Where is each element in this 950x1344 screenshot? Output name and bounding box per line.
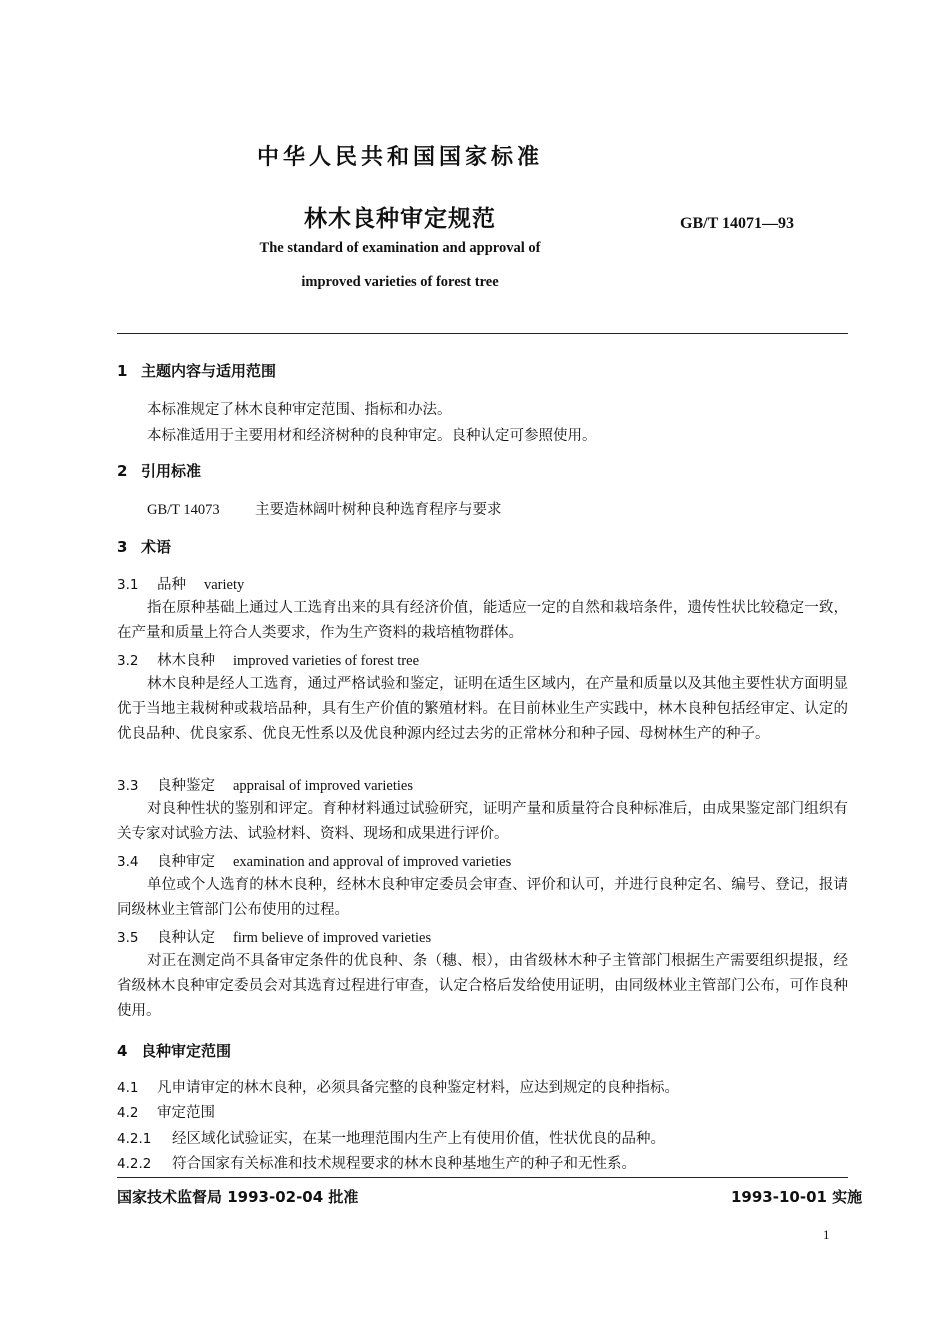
document-title-cn: 林木良种审定规范 <box>304 206 496 232</box>
term-3-5-definition: 对正在测定尚不具备审定条件的优良种、条（穗、根），由省级林木种子主管部门根据生产需要组织提报，经省级林木良种审定委员会对其选育过程进行审查，认定合格后发给使用证明，由同级林业主管部门公布，可作良种使用。 <box>117 953 848 1019</box>
effective-date: 1993-10-01 实施 <box>731 1188 863 1206</box>
section-title: 主题内容与适用范围 <box>141 362 277 380</box>
term-number: 3.2 <box>117 653 139 669</box>
section-number: 1 <box>117 362 128 380</box>
standard-code: GB/T 14071—93 <box>680 215 794 232</box>
term-3-2-definition: 林木良种是经人工选育，通过严格试验和鉴定，证明在适生区域内，在产量和质量以及其他主要性状方面明显优于当地主栽树种或栽培品种，具有生产价值的繁殖材料。在目前林业生产实践中，林木良种包括经审定、认定的优良品种、优良家系、优良无性系以及优良种源内经过去劣的正常林分和种子园、母树林生产的种子。 <box>117 676 848 742</box>
section-3-heading <box>117 536 171 557</box>
section-title: 良种审定范围 <box>141 1042 232 1060</box>
term-3-4 <box>117 850 511 871</box>
term-cn: 良种审定 <box>157 854 215 870</box>
clause-text: 符合国家有关标准和技术规程要求的林木良种基地生产的种子和无性系。 <box>172 1156 636 1172</box>
term-cn: 品种 <box>157 577 186 593</box>
clause-number: 4.2 <box>117 1105 139 1121</box>
term-3-1 <box>117 573 244 594</box>
term-number: 3.1 <box>117 577 139 593</box>
clause-4-2-2 <box>117 1152 636 1173</box>
clause-4-1 <box>117 1076 679 1097</box>
section-4-heading <box>117 1040 231 1061</box>
term-cn: 林木良种 <box>157 653 215 669</box>
referenced-standard-title: 主要造林阔叶树种良种选育程序与要求 <box>255 502 502 518</box>
referenced-standard-code: GB/T 14073 <box>147 502 220 518</box>
document-title-en-line2: improved varieties of forest tree <box>301 274 499 290</box>
section-1-heading <box>117 360 276 381</box>
term-3-1-definition: 指在原种基础上通过人工选育出来的具有经济价值，能适应一定的自然和栽培条件，遗传性状比较稳定一致，在产量和质量上符合人类要求，作为生产资料的栽培植物群体。 <box>117 600 848 641</box>
clause-text: 经区域化试验证实，在某一地理范围内生产上有使用价值，性状优良的品种。 <box>172 1131 665 1147</box>
term-en: firm believe of improved varieties <box>233 930 432 946</box>
section-number: 3 <box>117 538 128 556</box>
section-number: 4 <box>117 1042 128 1060</box>
clause-text: 凡申请审定的林木良种，必须具备完整的良种鉴定材料，应达到规定的良种指标。 <box>157 1080 679 1096</box>
section-1-paragraph-1: 本标准规定了林木良种审定范围、指标和办法。 <box>147 402 452 418</box>
term-3-4-definition: 单位或个人选育的林木良种，经林木良种审定委员会审查、评价和认可，并进行良种定名、编号、登记，报请同级林业主管部门公布使用的过程。 <box>117 877 848 918</box>
document-title-en-line1: The standard of examination and approval of <box>259 240 541 256</box>
term-en: improved varieties of forest tree <box>233 653 420 669</box>
term-3-2 <box>117 649 419 670</box>
clause-4-2 <box>117 1101 215 1122</box>
section-1-paragraph-2: 本标准适用于主要用材和经济树种的良种审定。良种认定可参照使用。 <box>147 428 597 444</box>
term-en: appraisal of improved varieties <box>233 778 413 794</box>
term-en: variety <box>204 577 245 593</box>
clause-number: 4.2.1 <box>117 1131 152 1147</box>
term-number: 3.4 <box>117 854 139 870</box>
term-3-3 <box>117 774 413 795</box>
term-cn: 良种认定 <box>157 930 215 946</box>
term-en: examination and approval of improved varieties <box>233 854 512 870</box>
section-2-heading <box>117 460 201 481</box>
page-number: 1 <box>823 1227 830 1242</box>
term-number: 3.3 <box>117 778 139 794</box>
term-cn: 良种鉴定 <box>157 778 215 794</box>
referenced-standard <box>147 498 502 519</box>
issuing-organization: 中华人民共和国国家标准 <box>256 145 543 170</box>
term-3-5 <box>117 926 431 947</box>
clause-number: 4.1 <box>117 1080 139 1096</box>
clause-number: 4.2.2 <box>117 1156 152 1172</box>
clause-text: 审定范围 <box>157 1105 215 1121</box>
section-number: 2 <box>117 462 128 480</box>
header-divider <box>117 333 848 334</box>
term-3-3-definition: 对良种性状的鉴别和评定。育种材料通过试验研究，证明产量和质量符合良种标准后，由成果鉴定部门组织有关专家对试验方法、试验材料、资料、现场和成果进行评价。 <box>117 801 848 842</box>
footer-divider <box>117 1177 848 1178</box>
approval-statement: 国家技术监督局 1993-02-04 批准 <box>117 1188 359 1206</box>
term-number: 3.5 <box>117 930 139 946</box>
section-title: 引用标准 <box>141 462 202 480</box>
section-title: 术语 <box>141 538 172 556</box>
clause-4-2-1 <box>117 1127 665 1148</box>
